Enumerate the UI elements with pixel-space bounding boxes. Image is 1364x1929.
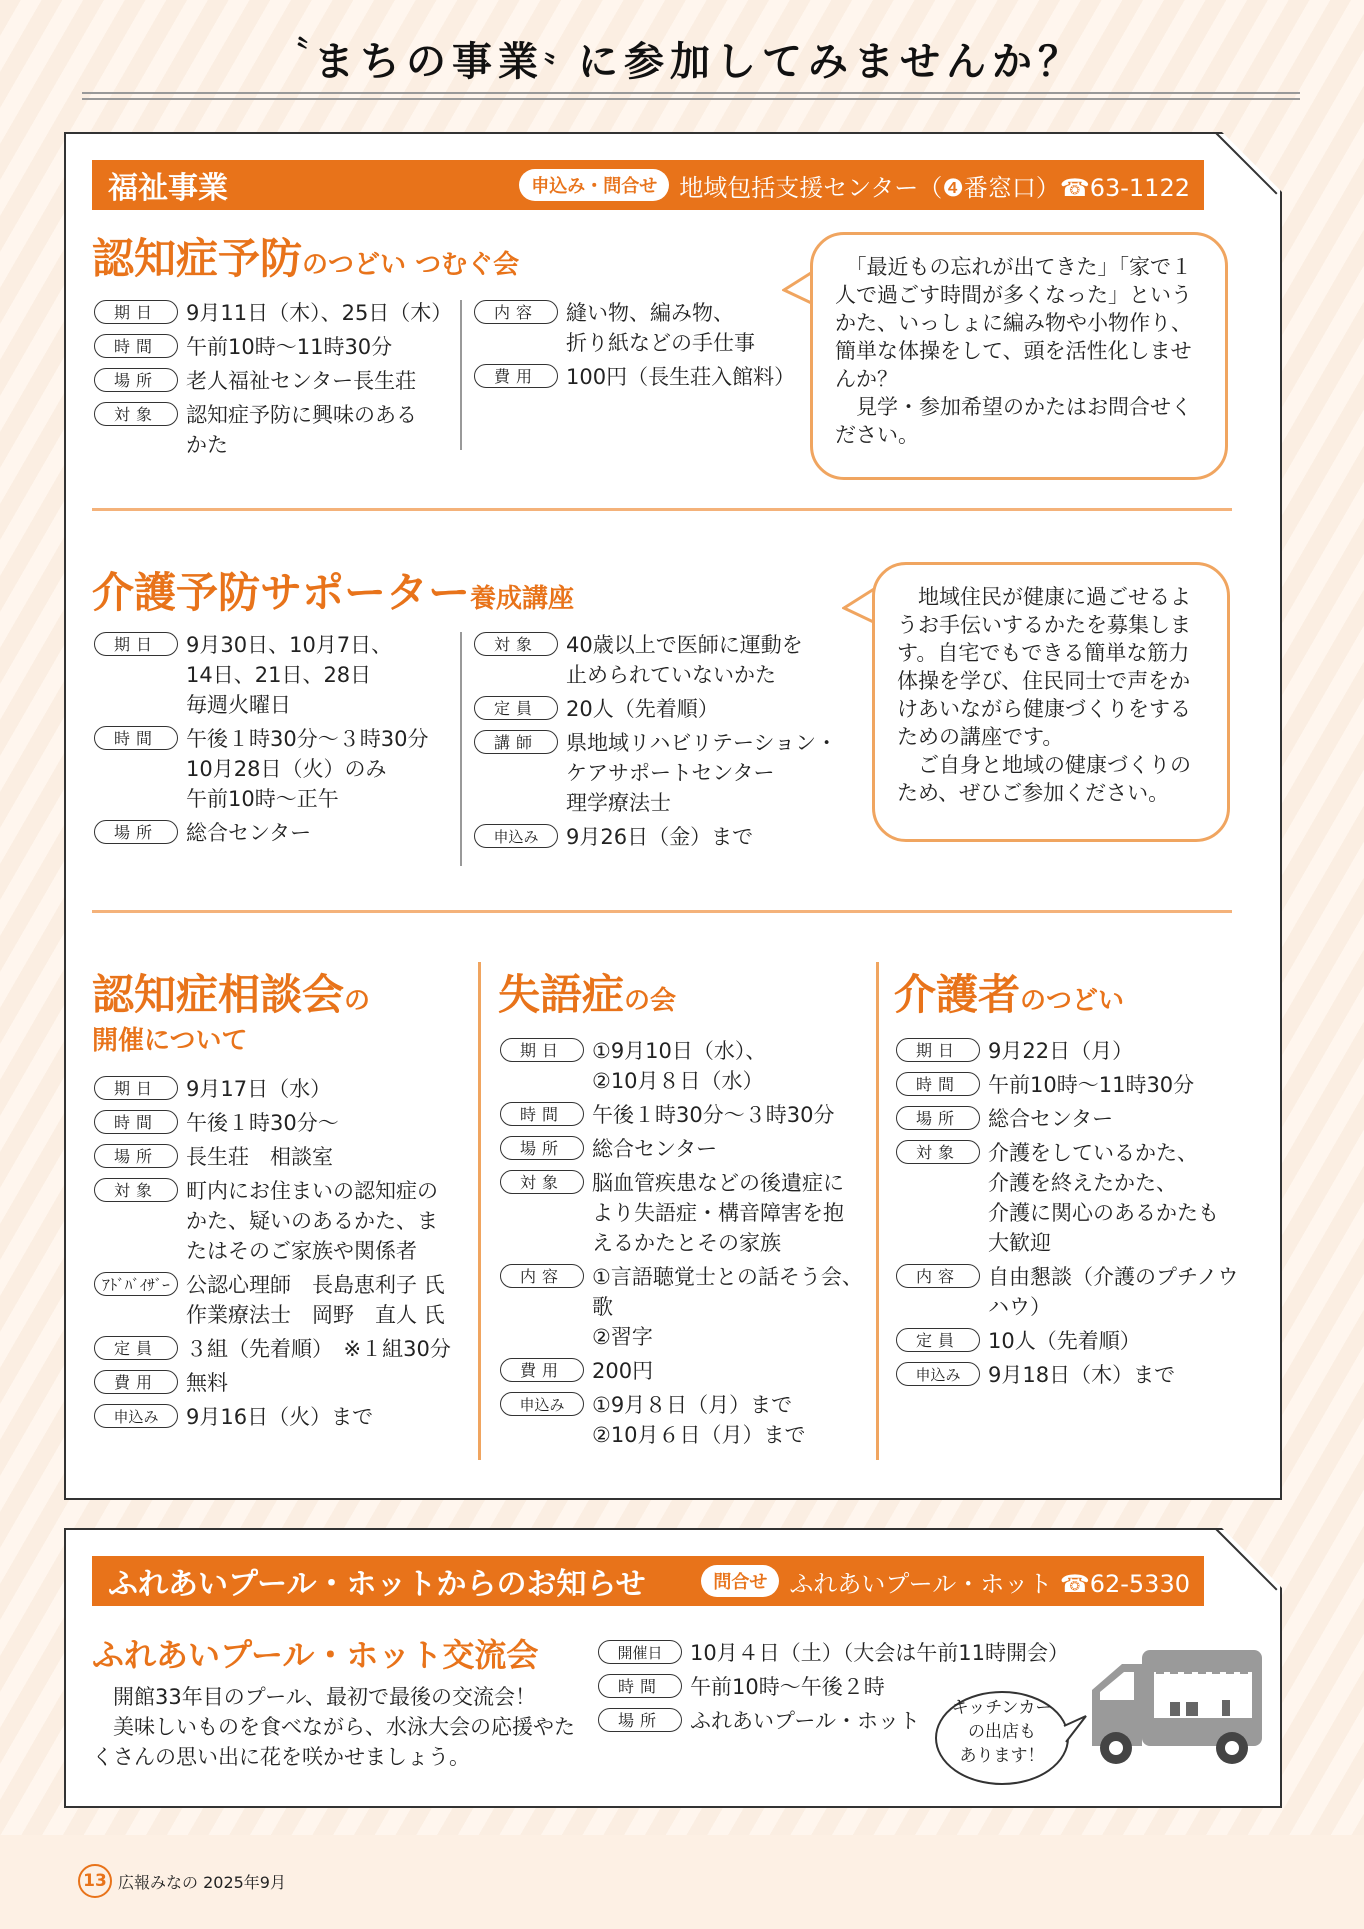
event1-title: 認知症予防 bbox=[92, 234, 303, 283]
detail-row bbox=[896, 1070, 1256, 1100]
orange-column-divider bbox=[478, 962, 481, 1460]
detail-row bbox=[500, 1356, 880, 1386]
label-pill: 期日 bbox=[94, 300, 178, 324]
welfare-header-bar bbox=[92, 160, 1204, 210]
detail-row bbox=[94, 400, 454, 460]
label-pill: 場所 bbox=[94, 1144, 178, 1168]
orange-column-divider bbox=[876, 962, 879, 1460]
label-pill: 時間 bbox=[94, 334, 178, 358]
label-pill: 費用 bbox=[474, 364, 558, 388]
detail-value: 200円 bbox=[592, 1359, 654, 1383]
label-pill: 対象 bbox=[896, 1140, 980, 1164]
event3-details bbox=[94, 1074, 474, 1436]
page-title bbox=[0, 30, 1364, 87]
title-main: まちの事業 bbox=[314, 39, 544, 85]
detail-value: 100円（長生荘入館料） bbox=[566, 365, 796, 389]
event5-details bbox=[896, 1036, 1256, 1394]
pool-header-bar bbox=[92, 1556, 1204, 1606]
detail-row bbox=[598, 1638, 1078, 1668]
detail-value: ３組（先着順） ※１組30分 bbox=[186, 1337, 451, 1361]
detail-row bbox=[94, 1368, 474, 1398]
pool-title: ふれあいプール・ホットからのお知らせ bbox=[108, 1567, 646, 1602]
label-pill: 期日 bbox=[94, 632, 178, 656]
detail-row bbox=[896, 1036, 1256, 1066]
detail-row bbox=[474, 362, 804, 392]
label-pill: 対象 bbox=[500, 1170, 584, 1194]
detail-value: 9月11日（木）、25日（木） bbox=[186, 301, 453, 325]
detail-row bbox=[500, 1036, 880, 1096]
label-pill: 場所 bbox=[94, 820, 178, 844]
detail-value: 脳血管疾患などの後遺症に より失語症・構音障害を抱 えるかたとその家族 bbox=[592, 1171, 844, 1255]
detail-row bbox=[94, 332, 454, 362]
detail-value: 9月30日、10月7日、 14日、21日、28日 毎週火曜日 bbox=[186, 633, 393, 717]
detail-value: 総合センター bbox=[592, 1137, 718, 1161]
section-divider bbox=[92, 508, 1232, 511]
label-pill: 対象 bbox=[94, 402, 178, 426]
label-pill: 時間 bbox=[500, 1102, 584, 1126]
detail-value: 10月４日（土）（大会は午前11時開会） bbox=[690, 1641, 1069, 1665]
title-quote-close: 〟 bbox=[544, 35, 579, 68]
label-pill: 期日 bbox=[94, 1076, 178, 1100]
detail-row bbox=[474, 630, 844, 690]
label-pill: 申込み bbox=[94, 1404, 178, 1428]
detail-row bbox=[94, 1334, 474, 1364]
detail-row bbox=[94, 1176, 474, 1266]
label-pill: 期日 bbox=[896, 1038, 980, 1062]
detail-value: 無料 bbox=[186, 1371, 228, 1395]
detail-row bbox=[474, 728, 844, 818]
detail-value: 総合センター bbox=[186, 821, 312, 845]
label-pill: 内容 bbox=[896, 1264, 980, 1288]
detail-row bbox=[94, 1142, 474, 1172]
detail-row bbox=[500, 1134, 880, 1164]
detail-row bbox=[500, 1168, 880, 1258]
detail-value: 介護をしているかた、 介護を終えたかた、 介護に関心のあるかたも 大歓迎 bbox=[988, 1141, 1219, 1255]
label-pill: 内容 bbox=[474, 300, 558, 324]
event2-details-left bbox=[94, 630, 464, 852]
event3-subtitle: の bbox=[344, 986, 371, 1016]
label-pill: 費用 bbox=[500, 1358, 584, 1382]
page-number: 13 bbox=[78, 1864, 112, 1898]
contact-pill: 申込み・問合せ bbox=[519, 169, 669, 201]
detail-row bbox=[500, 1390, 880, 1450]
detail-value: 10人（先着順） bbox=[988, 1329, 1141, 1353]
label-pill: 時間 bbox=[94, 1110, 178, 1134]
welfare-contact: 地域包括支援センター（❹番窓口）☎63-1122 bbox=[679, 173, 1190, 202]
detail-value: 午後１時30分～３時30分 bbox=[592, 1103, 835, 1127]
label-pill: 時間 bbox=[896, 1072, 980, 1096]
detail-value: 縫い物、編み物、 折り紙などの手仕事 bbox=[566, 301, 755, 355]
title-rule bbox=[82, 92, 1300, 94]
detail-value: 総合センター bbox=[988, 1107, 1114, 1131]
detail-row bbox=[500, 1262, 880, 1352]
detail-value: 20人（先着順） bbox=[566, 697, 719, 721]
contact-pill: 問合せ bbox=[701, 1565, 779, 1597]
detail-row bbox=[474, 298, 804, 358]
event2-heading bbox=[92, 560, 574, 620]
label-pill: 対象 bbox=[94, 1178, 178, 1202]
event3-title: 認知症相談会 bbox=[92, 970, 345, 1019]
label-pill: 申込み bbox=[500, 1392, 584, 1416]
label-pill: 期日 bbox=[500, 1038, 584, 1062]
detail-value: ①言語聴覚士との話そう会、歌 ②習字 bbox=[592, 1265, 863, 1349]
label-pill: 開催日 bbox=[598, 1640, 682, 1664]
label-pill: 時間 bbox=[598, 1674, 682, 1698]
label-pill: 申込み bbox=[474, 824, 558, 848]
detail-value: 午後１時30分～ bbox=[186, 1111, 339, 1135]
detail-value: 自由懇談（介護のプチノウ ハウ） bbox=[988, 1265, 1239, 1319]
label-pill: ｱﾄﾞﾊﾞｲｻﾞｰ bbox=[94, 1272, 178, 1296]
detail-row bbox=[94, 724, 464, 814]
detail-value: ①9月８日（月）まで ②10月６日（月）まで bbox=[592, 1393, 806, 1447]
event1-details-left bbox=[94, 298, 454, 464]
detail-value: 午前10時～11時30分 bbox=[186, 335, 393, 359]
title-rule bbox=[82, 98, 1300, 100]
kitchen-car-icon bbox=[1082, 1650, 1268, 1772]
detail-row bbox=[500, 1100, 880, 1130]
label-pill: 定員 bbox=[474, 696, 558, 720]
label-pill: 申込み bbox=[896, 1362, 980, 1386]
detail-value: 9月22日（月） bbox=[988, 1039, 1134, 1063]
label-pill: 場所 bbox=[598, 1708, 682, 1732]
detail-row bbox=[94, 1108, 474, 1138]
label-pill: 定員 bbox=[94, 1336, 178, 1360]
detail-value: 9月26日（金）まで bbox=[566, 825, 754, 849]
label-pill: 時間 bbox=[94, 726, 178, 750]
event5-subtitle: のつどい bbox=[1020, 986, 1125, 1016]
detail-value: 午前10時～11時30分 bbox=[988, 1073, 1195, 1097]
event5-heading bbox=[894, 962, 1124, 1022]
event4-subtitle: の会 bbox=[624, 986, 677, 1016]
pool-body-text: 開館33年目のプール、最初で最後の交流会！ 美味しいものを食べながら、水泳大会の応援やたくさんの思い出に花を咲かせましょう。 bbox=[92, 1685, 575, 1769]
event4-heading bbox=[498, 962, 676, 1022]
event2-speech-bubble: 地域住民が健康に過ごせるようお手伝いするかたを募集します。自宅でもできる簡単な筋力体操を学び、住民同士で声をかけあいながら健康づくりをするための講座です。 ご自身と地域の健康づくりのため、ぜひご参加ください。 bbox=[872, 562, 1230, 842]
detail-row bbox=[896, 1360, 1256, 1390]
detail-value: 9月16日（火）まで bbox=[186, 1405, 374, 1429]
event1-speech-bubble: 「最近もの忘れが出てきた」「家で１人で過ごす時間が多くなった」というかた、いっしょに編み物や小物作り、簡単な体操をして、頭を活性化しませんか？ 見学・参加希望のかたはお問合せください。 bbox=[810, 232, 1228, 480]
detail-row bbox=[94, 630, 464, 720]
detail-row bbox=[94, 818, 464, 848]
event1-details-right bbox=[474, 298, 804, 396]
event5-title: 介護者 bbox=[894, 970, 1021, 1019]
detail-value: 午後１時30分～３時30分 10月28日（火）のみ 午前10時～正午 bbox=[186, 727, 429, 811]
event1-subtitle: のつどい つむぐ会 bbox=[302, 250, 520, 280]
detail-row bbox=[474, 694, 844, 724]
detail-value: ①9月10日（水）、 ②10月８日（水） bbox=[592, 1039, 767, 1093]
label-pill: 場所 bbox=[896, 1106, 980, 1130]
detail-value: 9月17日（水） bbox=[186, 1077, 332, 1101]
detail-value: 長生荘 相談室 bbox=[186, 1145, 333, 1169]
detail-row bbox=[896, 1326, 1256, 1356]
event4-details bbox=[500, 1036, 880, 1454]
label-pill: 費用 bbox=[94, 1370, 178, 1394]
label-pill: 対象 bbox=[474, 632, 558, 656]
detail-row bbox=[94, 1270, 474, 1330]
detail-row bbox=[94, 366, 454, 396]
detail-value: 40歳以上で医師に運動を 止められていないかた bbox=[566, 633, 803, 687]
event2-subtitle: 養成講座 bbox=[470, 584, 575, 614]
detail-value: 公認心理師 長島恵利子 氏 作業療法士 岡野 直人 氏 bbox=[186, 1273, 445, 1327]
event3-heading bbox=[92, 962, 370, 1022]
title-rest: に参加してみませんか？ bbox=[578, 39, 1085, 85]
column-divider bbox=[460, 300, 462, 450]
label-pill: 定員 bbox=[896, 1328, 980, 1352]
label-pill: 場所 bbox=[94, 368, 178, 392]
detail-value: 午前10時～午後２時 bbox=[690, 1675, 885, 1699]
label-pill: 講師 bbox=[474, 730, 558, 754]
detail-row bbox=[474, 822, 844, 852]
column-divider bbox=[460, 632, 462, 866]
welfare-title: 福祉事業 bbox=[108, 171, 228, 206]
label-pill: 内容 bbox=[500, 1264, 584, 1288]
event2-details-right bbox=[474, 630, 844, 856]
event3-title-line2: 開催について bbox=[92, 1026, 248, 1056]
section-divider bbox=[92, 910, 1232, 913]
detail-row bbox=[94, 1074, 474, 1104]
event1-heading bbox=[92, 226, 519, 286]
detail-value: 認知症予防に興味のある かた bbox=[186, 403, 417, 457]
pool-contact: ふれあいプール・ホット ☎62-5330 bbox=[789, 1569, 1190, 1598]
title-quote-open: 〝 bbox=[279, 35, 314, 68]
label-pill: 場所 bbox=[500, 1136, 584, 1160]
publication-name: 広報みなの 2025年9月 bbox=[118, 1873, 286, 1892]
detail-value: 町内にお住まいの認知症の かた、疑いのあるかた、ま たはそのご家族や関係者 bbox=[186, 1179, 438, 1263]
event2-title: 介護予防サポーター bbox=[92, 568, 471, 617]
detail-value: ふれあいプール・ホット bbox=[690, 1709, 920, 1733]
event4-title: 失語症 bbox=[498, 970, 625, 1019]
detail-value: 老人福祉センター長生荘 bbox=[186, 369, 417, 393]
detail-value: 県地域リハビリテーション・ ケアサポートセンター 理学療法士 bbox=[566, 731, 838, 815]
detail-row bbox=[94, 298, 454, 328]
pool-heading: ふれあいプール・ホット交流会 bbox=[92, 1636, 539, 1674]
detail-row bbox=[896, 1262, 1256, 1322]
detail-row bbox=[94, 1402, 474, 1432]
detail-row bbox=[896, 1104, 1256, 1134]
detail-row bbox=[896, 1138, 1256, 1258]
detail-value: 9月18日（木）まで bbox=[988, 1363, 1176, 1387]
kitchen-car-bubble-text: キッチンカー の出店も あります！ bbox=[951, 1698, 1053, 1766]
